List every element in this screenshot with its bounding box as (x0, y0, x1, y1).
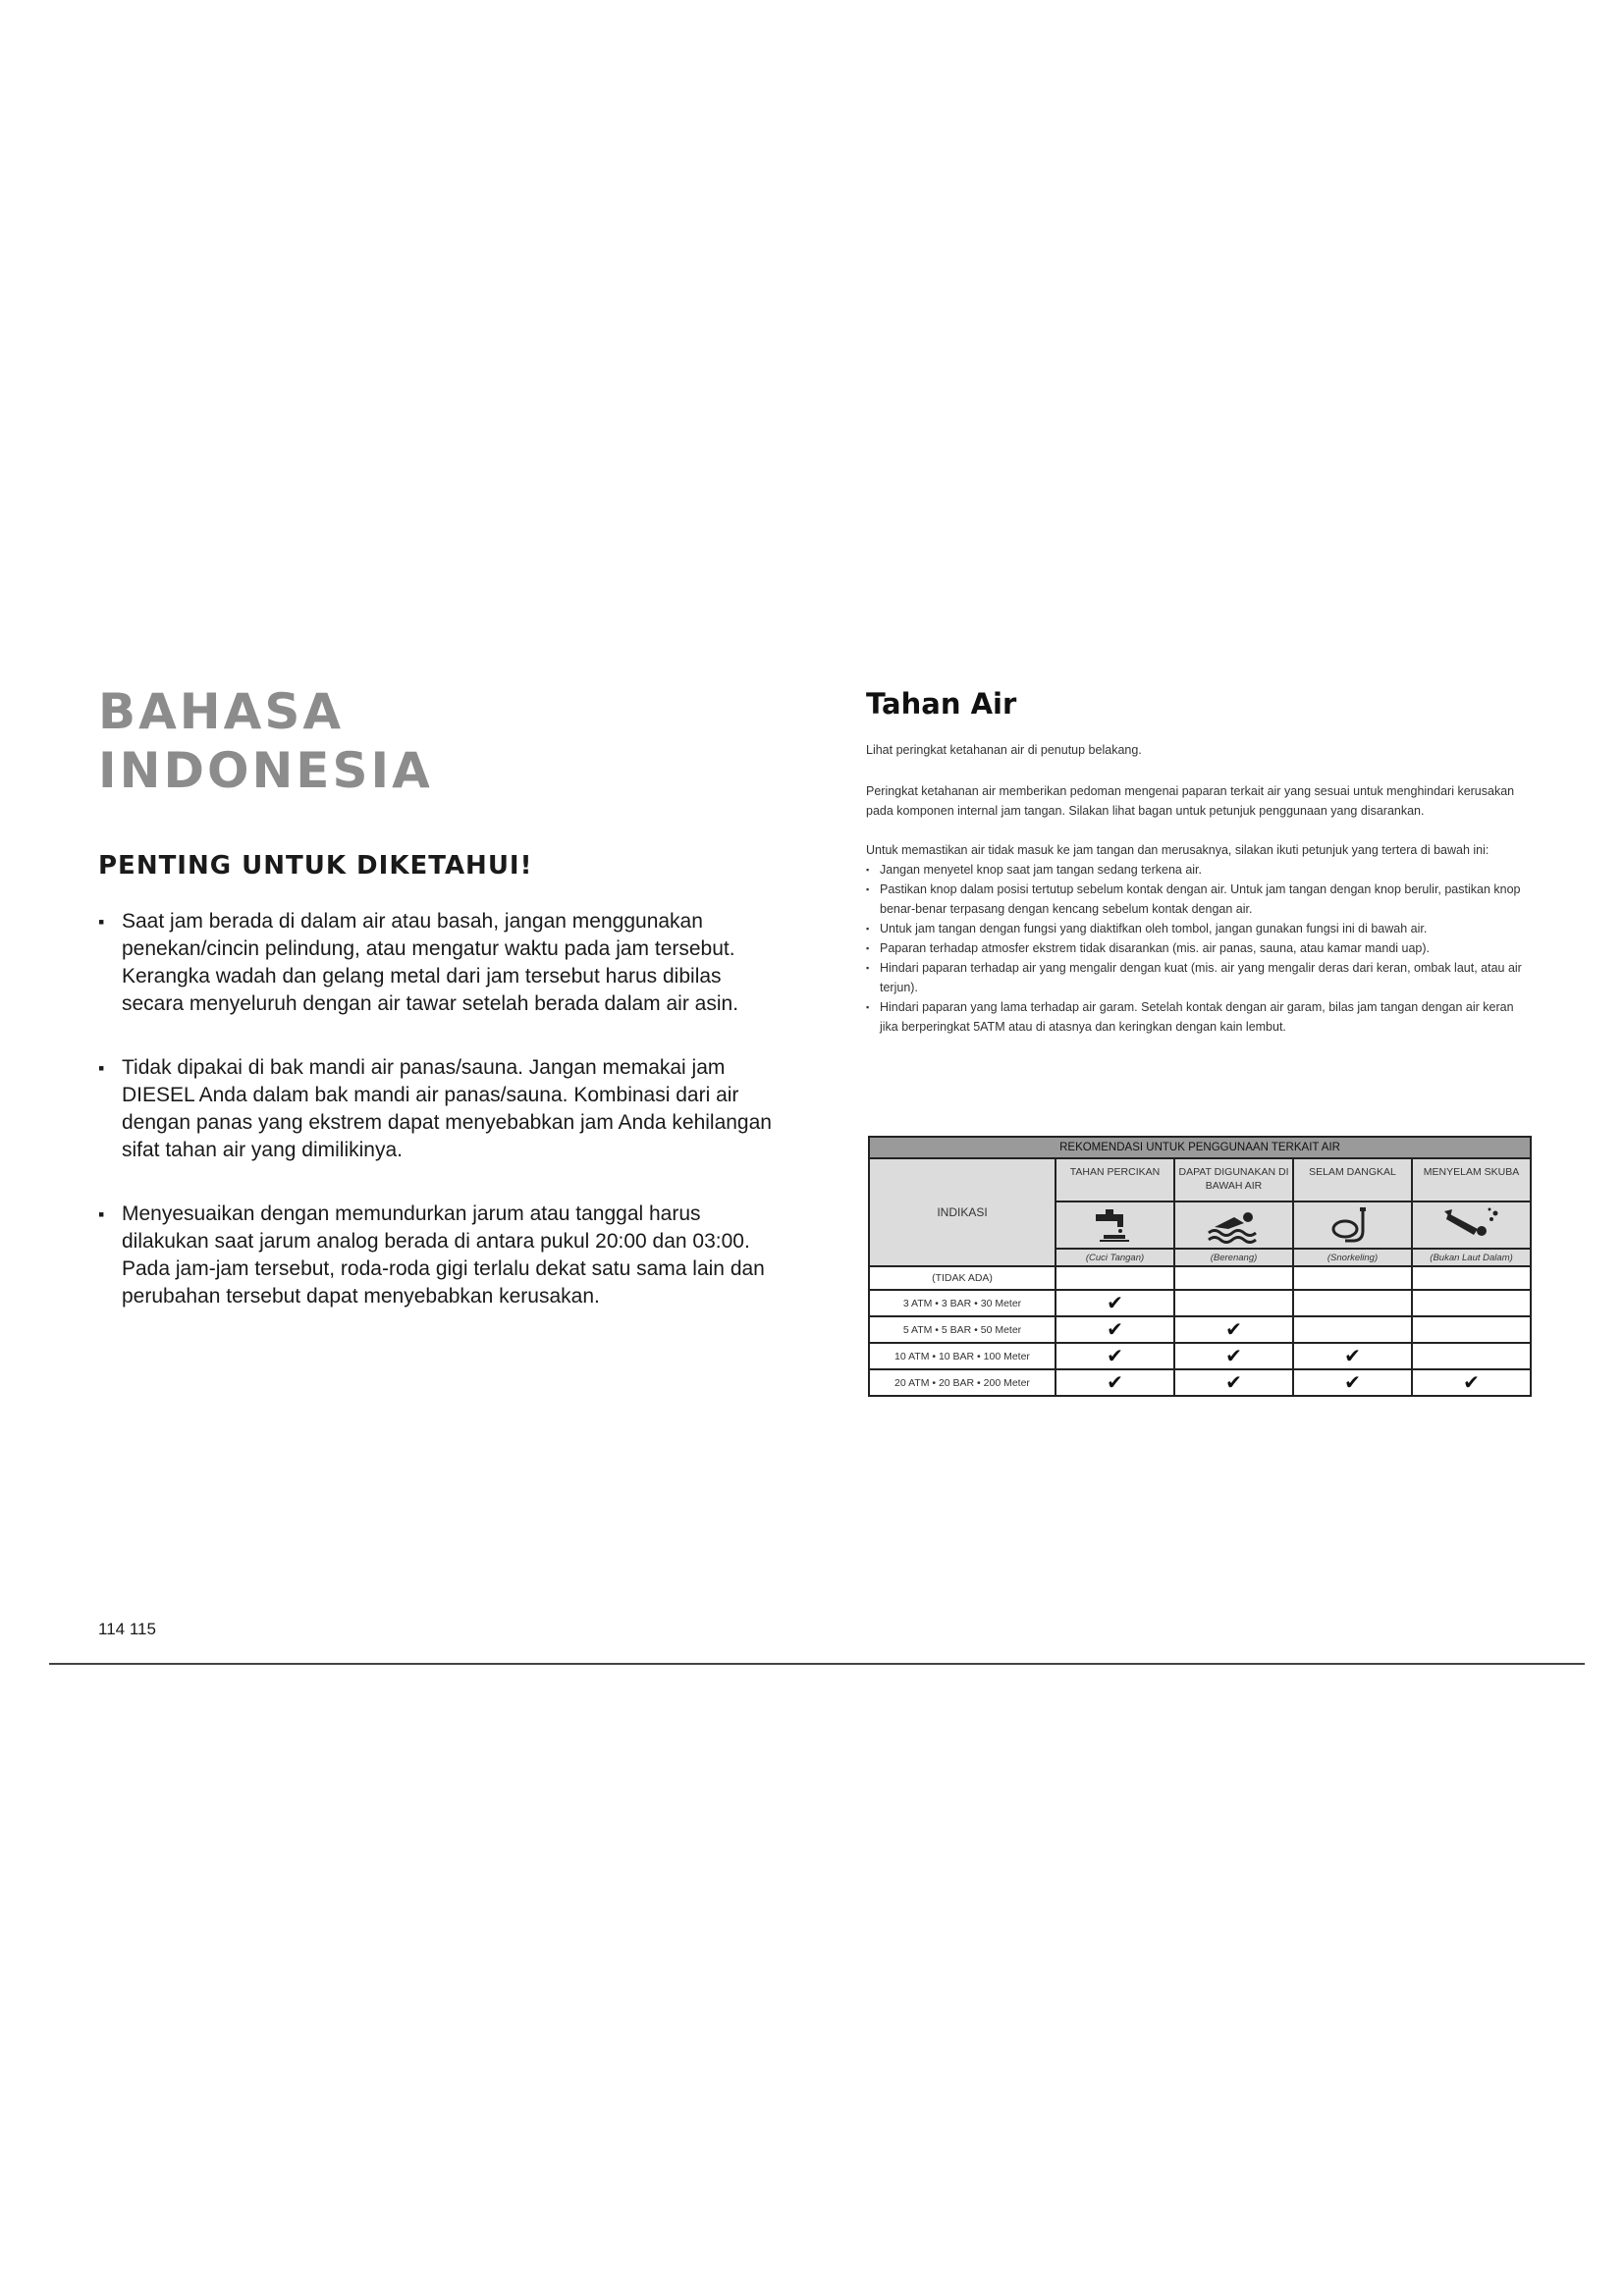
empty-cell (1412, 1266, 1531, 1290)
swimmer-icon (1174, 1201, 1293, 1249)
table-row (869, 1266, 1531, 1290)
table-row (869, 1343, 1531, 1369)
list-item: ▪ Pastikan knop dalam posisi tertutup sebelum kontak dengan air. Untuk jam tangan dengan knop berulir, pastikan knop benar-benar terpasang dengan kencang sebelum kontak dengan air. (866, 880, 1534, 919)
empty-cell (1412, 1316, 1531, 1343)
left-column (98, 682, 785, 1347)
table-header: REKOMENDASI UNTUK PENGGUNAAN TERKAIT AIR (869, 1137, 1531, 1158)
table-row (869, 1369, 1531, 1396)
empty-cell (1293, 1290, 1412, 1316)
checkmark-icon: ✔ (1174, 1343, 1293, 1369)
scuba-diver-icon (1412, 1201, 1531, 1249)
column-caption: (Snorkeling) (1293, 1249, 1412, 1266)
empty-cell (1293, 1266, 1412, 1290)
list-item: ▪ Jangan menyetel knop saat jam tangan sedang terkena air. (866, 860, 1534, 880)
list-item: ▪ Hindari paparan yang lama terhadap air garam. Setelah kontak dengan air garam, bilas jam tangan dengan air keran jika berperingkat 5ATM atau di atasnya dan keringkan dengan kain lembut. (866, 997, 1534, 1037)
important-list (98, 908, 785, 1310)
checkmark-icon: ✔ (1056, 1343, 1174, 1369)
checkmark-icon: ✔ (1412, 1369, 1531, 1396)
empty-cell (1174, 1290, 1293, 1316)
list-item: ▪ Hindari paparan terhadap air yang mengalir dengan kuat (mis. air yang mengalir deras dari keran, ombak laut, atau air terjun). (866, 958, 1534, 997)
page-numbers: 114 115 (98, 1620, 156, 1638)
list-item: ▪ Untuk jam tangan dengan fungsi yang diaktifkan oleh tombol, jangan gunakan fungsi ini di bawah air. (866, 919, 1534, 938)
paragraph: Peringkat ketahanan air memberikan pedoman mengenai paparan terkait air yang sesuai untuk menghindari kerusakan pada komponen internal jam tangan. Silakan lihat bagan untuk petunjuk penggunaan yang disarankan. (866, 784, 1515, 818)
column-caption: (Berenang) (1174, 1249, 1293, 1266)
checkmark-icon: ✔ (1174, 1316, 1293, 1343)
column-header: TAHAN PERCIKAN (1056, 1158, 1174, 1201)
list-item: ▪ Saat jam berada di dalam air atau basah, jangan menggunakan penekan/cincin pelindung, atau mengatur waktu pada jam tersebut. Kerangka wadah dan gelang metal dari jam tersebut harus dibilas secara menyeluruh dengan air tawar setelah berada dalam air asin. (98, 908, 785, 1018)
checkmark-icon: ✔ (1056, 1290, 1174, 1316)
checkmark-icon: ✔ (1056, 1316, 1174, 1343)
column-header: MENYELAM SKUBA (1412, 1158, 1531, 1201)
rating-rows (869, 1266, 1531, 1396)
checkmark-icon: ✔ (1293, 1369, 1412, 1396)
important-heading: PENTING UNTUK DIKETAHUI! (98, 851, 533, 881)
tap-icon (1056, 1201, 1174, 1249)
footer-rule (49, 1663, 1585, 1665)
list-item: ▪ Tidak dipakai di bak mandi air panas/sauna. Jangan memakai jam DIESEL Anda dalam bak mandi air panas/sauna. Kombinasi dari air dengan panas yang ekstrem dapat menyebabkan jam Anda kehilangan sifat tahan air yang dimilikinya. (98, 1054, 785, 1164)
snorkel-icon (1293, 1201, 1412, 1249)
table-row (869, 1316, 1531, 1343)
empty-cell (1412, 1290, 1531, 1316)
table-row (869, 1290, 1531, 1316)
paragraph: Untuk memastikan air tidak masuk ke jam tangan dan merusaknya, silakan ikuti petunjuk yang tertera di bawah ini: (866, 843, 1489, 857)
column-caption: (Cuci Tangan) (1056, 1249, 1174, 1266)
language-title (98, 682, 785, 800)
checkmark-icon: ✔ (1293, 1343, 1412, 1369)
right-column (866, 687, 1534, 1037)
list-item: ▪ Paparan terhadap atmosfer ekstrem tidak disarankan (mis. air panas, sauna, atau kamar mandi uap). (866, 938, 1534, 958)
empty-cell (1174, 1266, 1293, 1290)
language-title-line1: BAHASA (98, 683, 345, 740)
indikasi-label: INDIKASI (869, 1158, 1056, 1266)
rating-label: 20 ATM • 20 BAR • 200 Meter (869, 1369, 1056, 1396)
empty-cell (1056, 1266, 1174, 1290)
rating-label: 5 ATM • 5 BAR • 50 Meter (869, 1316, 1056, 1343)
paragraph: Lihat peringkat ketahanan air di penutup belakang. (866, 743, 1142, 757)
instruction-list (866, 860, 1534, 1037)
water-resistance-table (868, 1136, 1532, 1397)
section-title: Tahan Air (866, 687, 1017, 721)
column-caption: (Bukan Laut Dalam) (1412, 1249, 1531, 1266)
checkmark-icon: ✔ (1056, 1369, 1174, 1396)
rating-label: (TIDAK ADA) (869, 1266, 1056, 1290)
empty-cell (1293, 1316, 1412, 1343)
column-header: DAPAT DIGUNAKAN DI BAWAH AIR (1174, 1158, 1293, 1201)
list-item: ▪ Menyesuaikan dengan memundurkan jarum atau tanggal harus dilakukan saat jarum analog berada di antara pukul 20:00 dan 03:00. Pada jam-jam tersebut, roda-roda gigi terlalu dekat satu sama lain dan perubahan tersebut dapat menyebabkan kerusakan. (98, 1201, 785, 1310)
checkmark-icon: ✔ (1174, 1369, 1293, 1396)
empty-cell (1412, 1343, 1531, 1369)
rating-label: 10 ATM • 10 BAR • 100 Meter (869, 1343, 1056, 1369)
column-header: SELAM DANGKAL (1293, 1158, 1412, 1201)
language-title-line2: INDONESIA (98, 742, 433, 799)
rating-label: 3 ATM • 3 BAR • 30 Meter (869, 1290, 1056, 1316)
